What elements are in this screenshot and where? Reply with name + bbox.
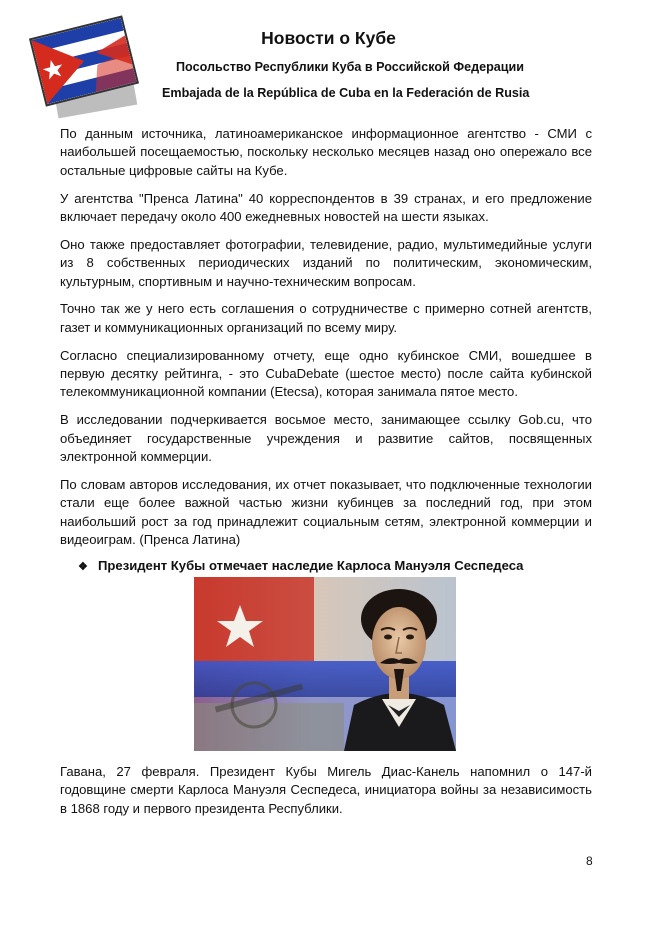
paragraph: По словам авторов исследования, их отчет показывает, что подключенные технологии стали еще более важной частью жизни кубинцев за последний год, при этом наибольший рост за год принадлежит социальным сетям, электронной коммерции и видеоиграм. (Пренса Латина) bbox=[60, 476, 592, 548]
paragraph: По данным источника, латиноамериканское информационное агентство - СМИ с наибольшей посещаемостью, поскольку несколько месяцев назад оно опережало все остальные цифровые сайты на Кубе. bbox=[60, 126, 592, 178]
paragraph: Точно так же у него есть соглашения о сотрудничестве с примерно сотней агентств, газет и коммуникационных организаций по всему миру. bbox=[60, 301, 592, 335]
article-heading-text: Президент Кубы отмечает наследие Карлоса Мануэля Сеспедеса bbox=[98, 558, 524, 573]
article-paragraph: Гавана, 27 февраля. Президент Кубы Мигель Диас-Канель напомнил о 147-й годовщине смерти Карлоса Мануэля Сеспедеса, инициатора войны за независимость в 1868 году и первого президента Республики. bbox=[60, 764, 592, 816]
paragraph: Согласно специализированному отчету, еще одно кубинское СМИ, вошедшее в первую десятку рейтинга, - это CubaDebate (шестое место) после сайта кубинской телекоммуникационной компании (Etecsa), которая занимала пятое место. bbox=[60, 347, 592, 400]
embassy-name-es: Embajada de la República de Cuba en la Federación de Rusia bbox=[162, 86, 530, 100]
paragraph: У агентства "Пренса Латина" 40 корреспондентов в 39 странах, и его предложение включает передачу около 400 ежедневных новостей на шести языках. bbox=[60, 190, 592, 225]
embassy-name-ru: Посольство Республики Куба в Российской Федерации bbox=[176, 60, 524, 74]
paragraph: В исследовании подчеркивается восьмое место, занимающее ссылку Gob.cu, что объединяет государственные учреждения и развитие сайтов, посвященных электронной коммерции. bbox=[60, 412, 592, 465]
article-body bbox=[60, 125, 592, 559]
page-title: Новости о Кубе bbox=[261, 28, 396, 48]
cespedes-portrait-image bbox=[194, 577, 456, 751]
diamond-bullet-icon: ❖ bbox=[78, 561, 88, 573]
page-number: 8 bbox=[586, 854, 593, 868]
article-heading bbox=[78, 558, 523, 573]
paragraph: Оно также предоставляет фотографии, телевидение, радио, мультимедийные услуги из 8 собственных периодических изданий по политическим, экономическим, культурным, спортивным и научно-техническим вопросам. bbox=[60, 236, 592, 289]
